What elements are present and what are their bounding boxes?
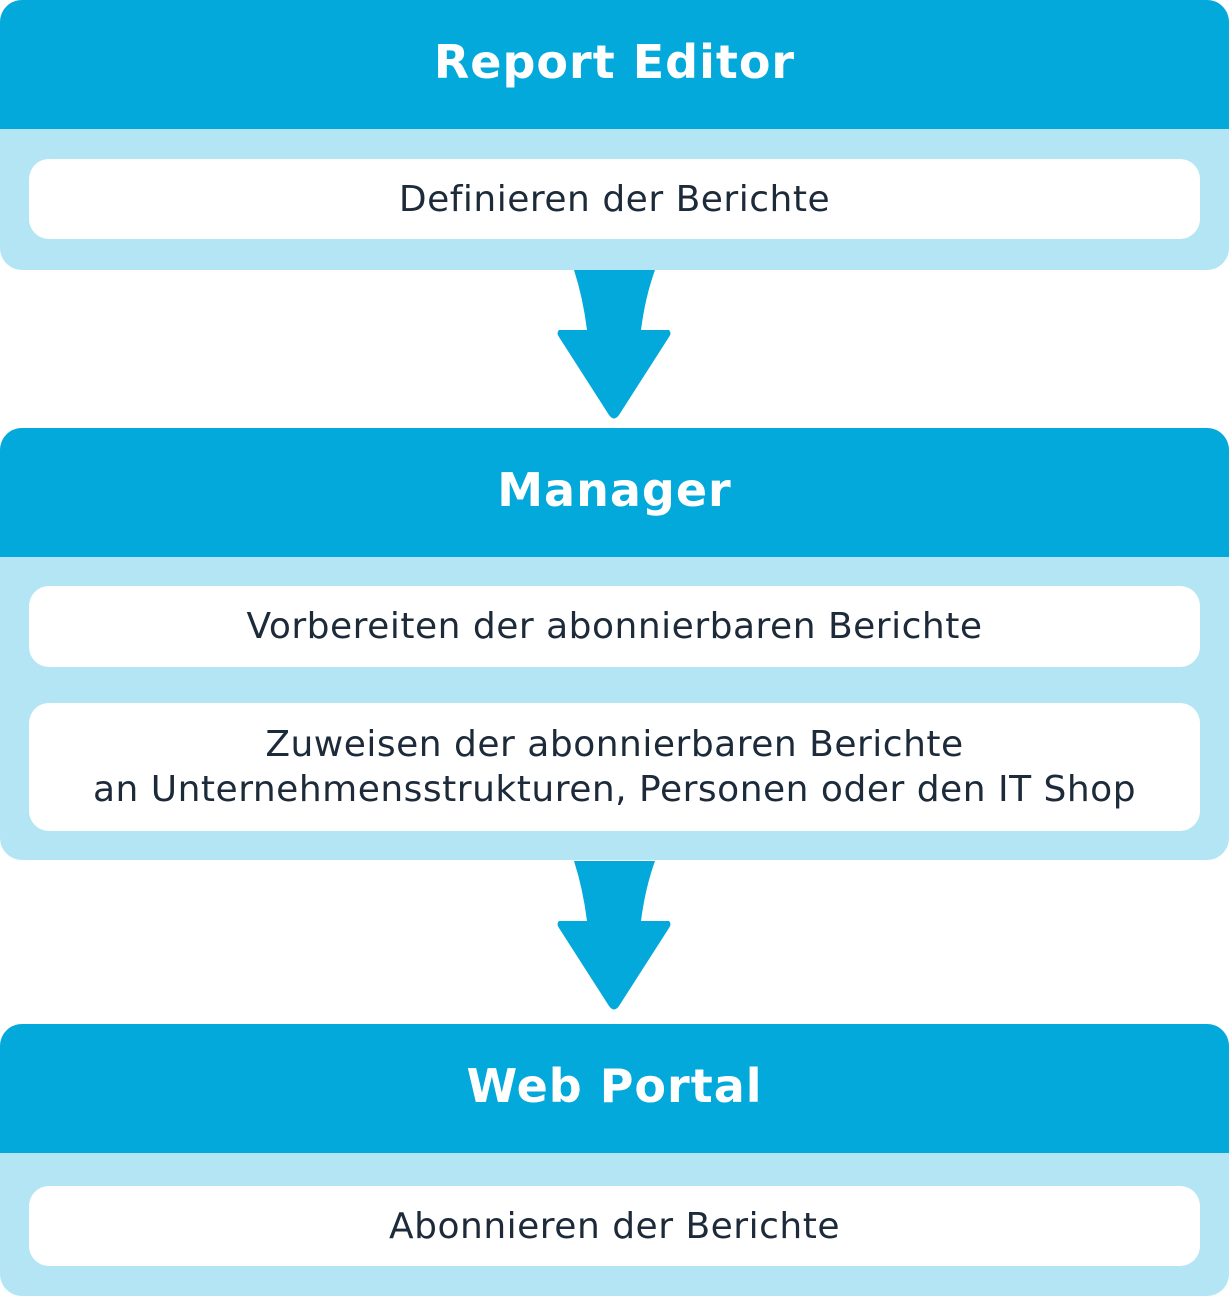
step-text: Vorbereiten der abonnierbaren Berichte [246,606,983,647]
step-box [29,1186,1200,1266]
step-text: Definieren der Berichte [398,178,831,220]
step-text-line-1: Zuweisen der abonnierbaren Berichte [265,724,964,765]
step-text-line-2: an Unternehmensstrukturen, Personen oder den IT Shop [92,769,1137,810]
stage-report-editor [0,0,1229,270]
stage-title: Web Portal [0,1024,1229,1153]
arrow-down-icon [557,860,671,1012]
stage-title: Manager [0,428,1229,557]
stage-web-portal [0,1024,1229,1296]
step-text: Abonnieren der Berichte [389,1205,840,1247]
step-box [29,703,1200,831]
step-box [29,586,1200,667]
arrow-down-icon [557,270,671,420]
stage-title: Report Editor [0,0,1229,129]
stage-manager [0,428,1229,860]
step-box [29,159,1200,239]
